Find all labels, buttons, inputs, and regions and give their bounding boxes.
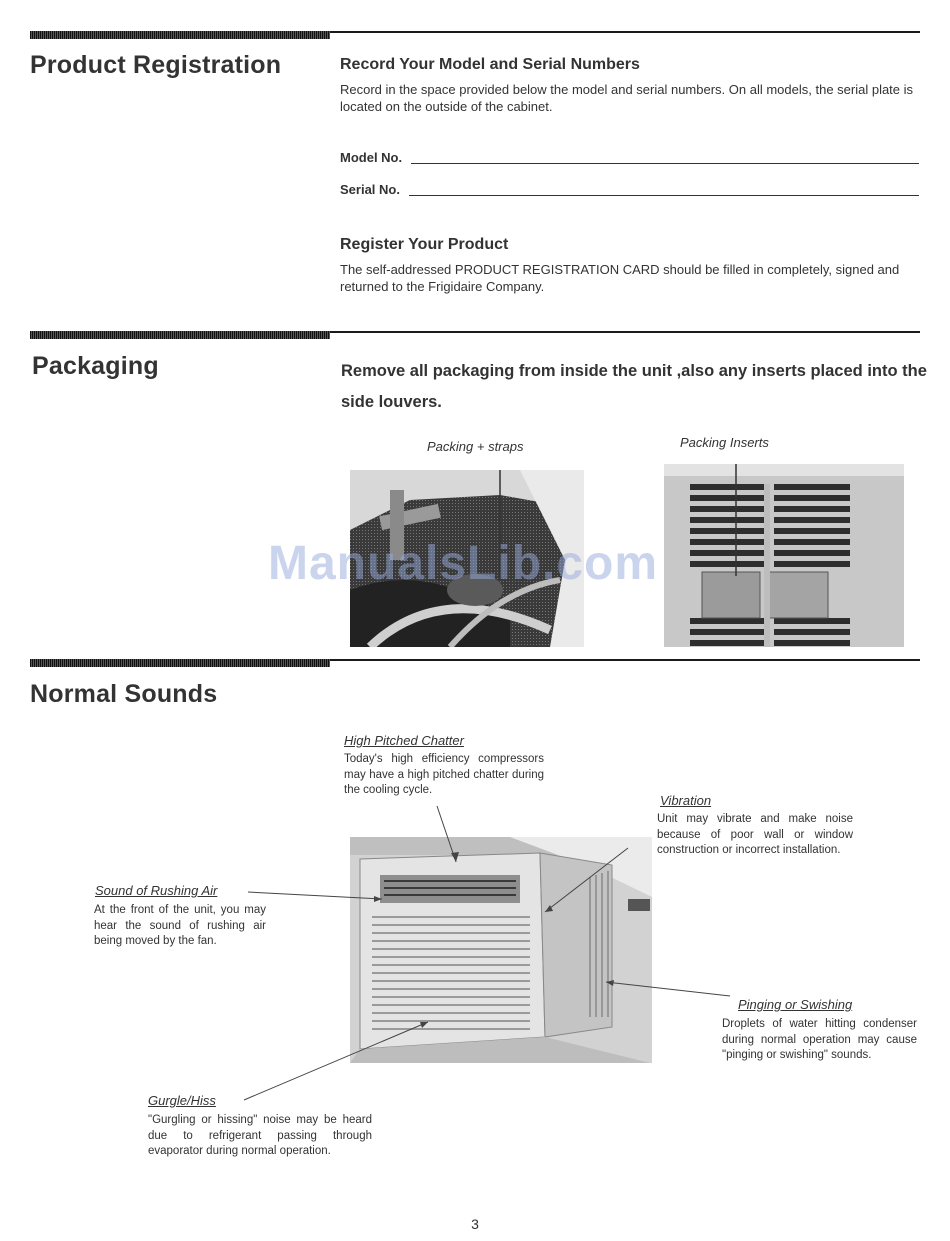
packing-inserts-caption: Packing Inserts [680,435,769,450]
normal-sounds-title: Normal Sounds [30,680,218,708]
air-conditioner-photo [350,837,652,1063]
vibration-title: Vibration [660,793,712,808]
gurgle-hiss-title: Gurgle/Hiss [148,1093,216,1108]
rushing-air-text: At the front of the unit, you may hear the sound of rushing air being moved by the fan. [94,904,266,947]
packing-inserts-photo [664,464,904,647]
packaging-title: Packaging [32,352,159,380]
model-number-label: Model No. [340,150,403,165]
packing-straps-caption: Packing + straps [427,439,524,454]
front-grille [372,917,530,1029]
model-number-field[interactable] [411,163,919,164]
section-divider-line [330,31,920,33]
gurgle-hiss-text: "Gurgling or hissing" noise may be heard due to refrigerant passing through evaporator during normal operation. [148,1114,372,1157]
register-product-heading: Register Your Product [340,236,509,253]
record-numbers-text: Record in the space provided below the model and serial numbers. On all models, the serial plate is located on the outside of the cabinet. [340,82,914,114]
product-registration-title: Product Registration [30,51,282,79]
serial-number-field[interactable] [409,195,919,196]
section-divider-bar [30,331,330,339]
high-pitched-chatter-text: Today's high efficiency compressors may have a high pitched chatter during the cooling cycle. [344,753,544,796]
serial-number-label: Serial No. [340,182,400,197]
vibration-text: Unit may vibrate and make noise because of poor wall or window construction or incorrect installation. [657,813,853,856]
rushing-air-title: Sound of Rushing Air [95,883,218,898]
record-numbers-heading: Record Your Model and Serial Numbers [340,56,640,73]
page-number: 3 [471,1216,479,1232]
pinging-swishing-text: Droplets of water hitting condenser during normal operation may cause "pinging or swishing" sounds. [722,1018,917,1061]
section-divider-line [330,659,920,661]
section-divider-line [330,331,920,333]
packaging-instruction: Remove all packaging from inside the unit ,also any inserts placed into the side louvers. [341,362,927,411]
section-divider-bar [30,659,330,667]
watermark: ManualsLib.com [268,537,659,590]
high-pitched-chatter-title: High Pitched Chatter [344,733,464,748]
pinging-swishing-title: Pinging or Swishing [738,997,853,1012]
register-product-text: The self-addressed PRODUCT REGISTRATION CARD should be filled in completely, signed and returned to the Frigidaire Company. [340,262,900,294]
section-divider-bar [30,31,330,39]
